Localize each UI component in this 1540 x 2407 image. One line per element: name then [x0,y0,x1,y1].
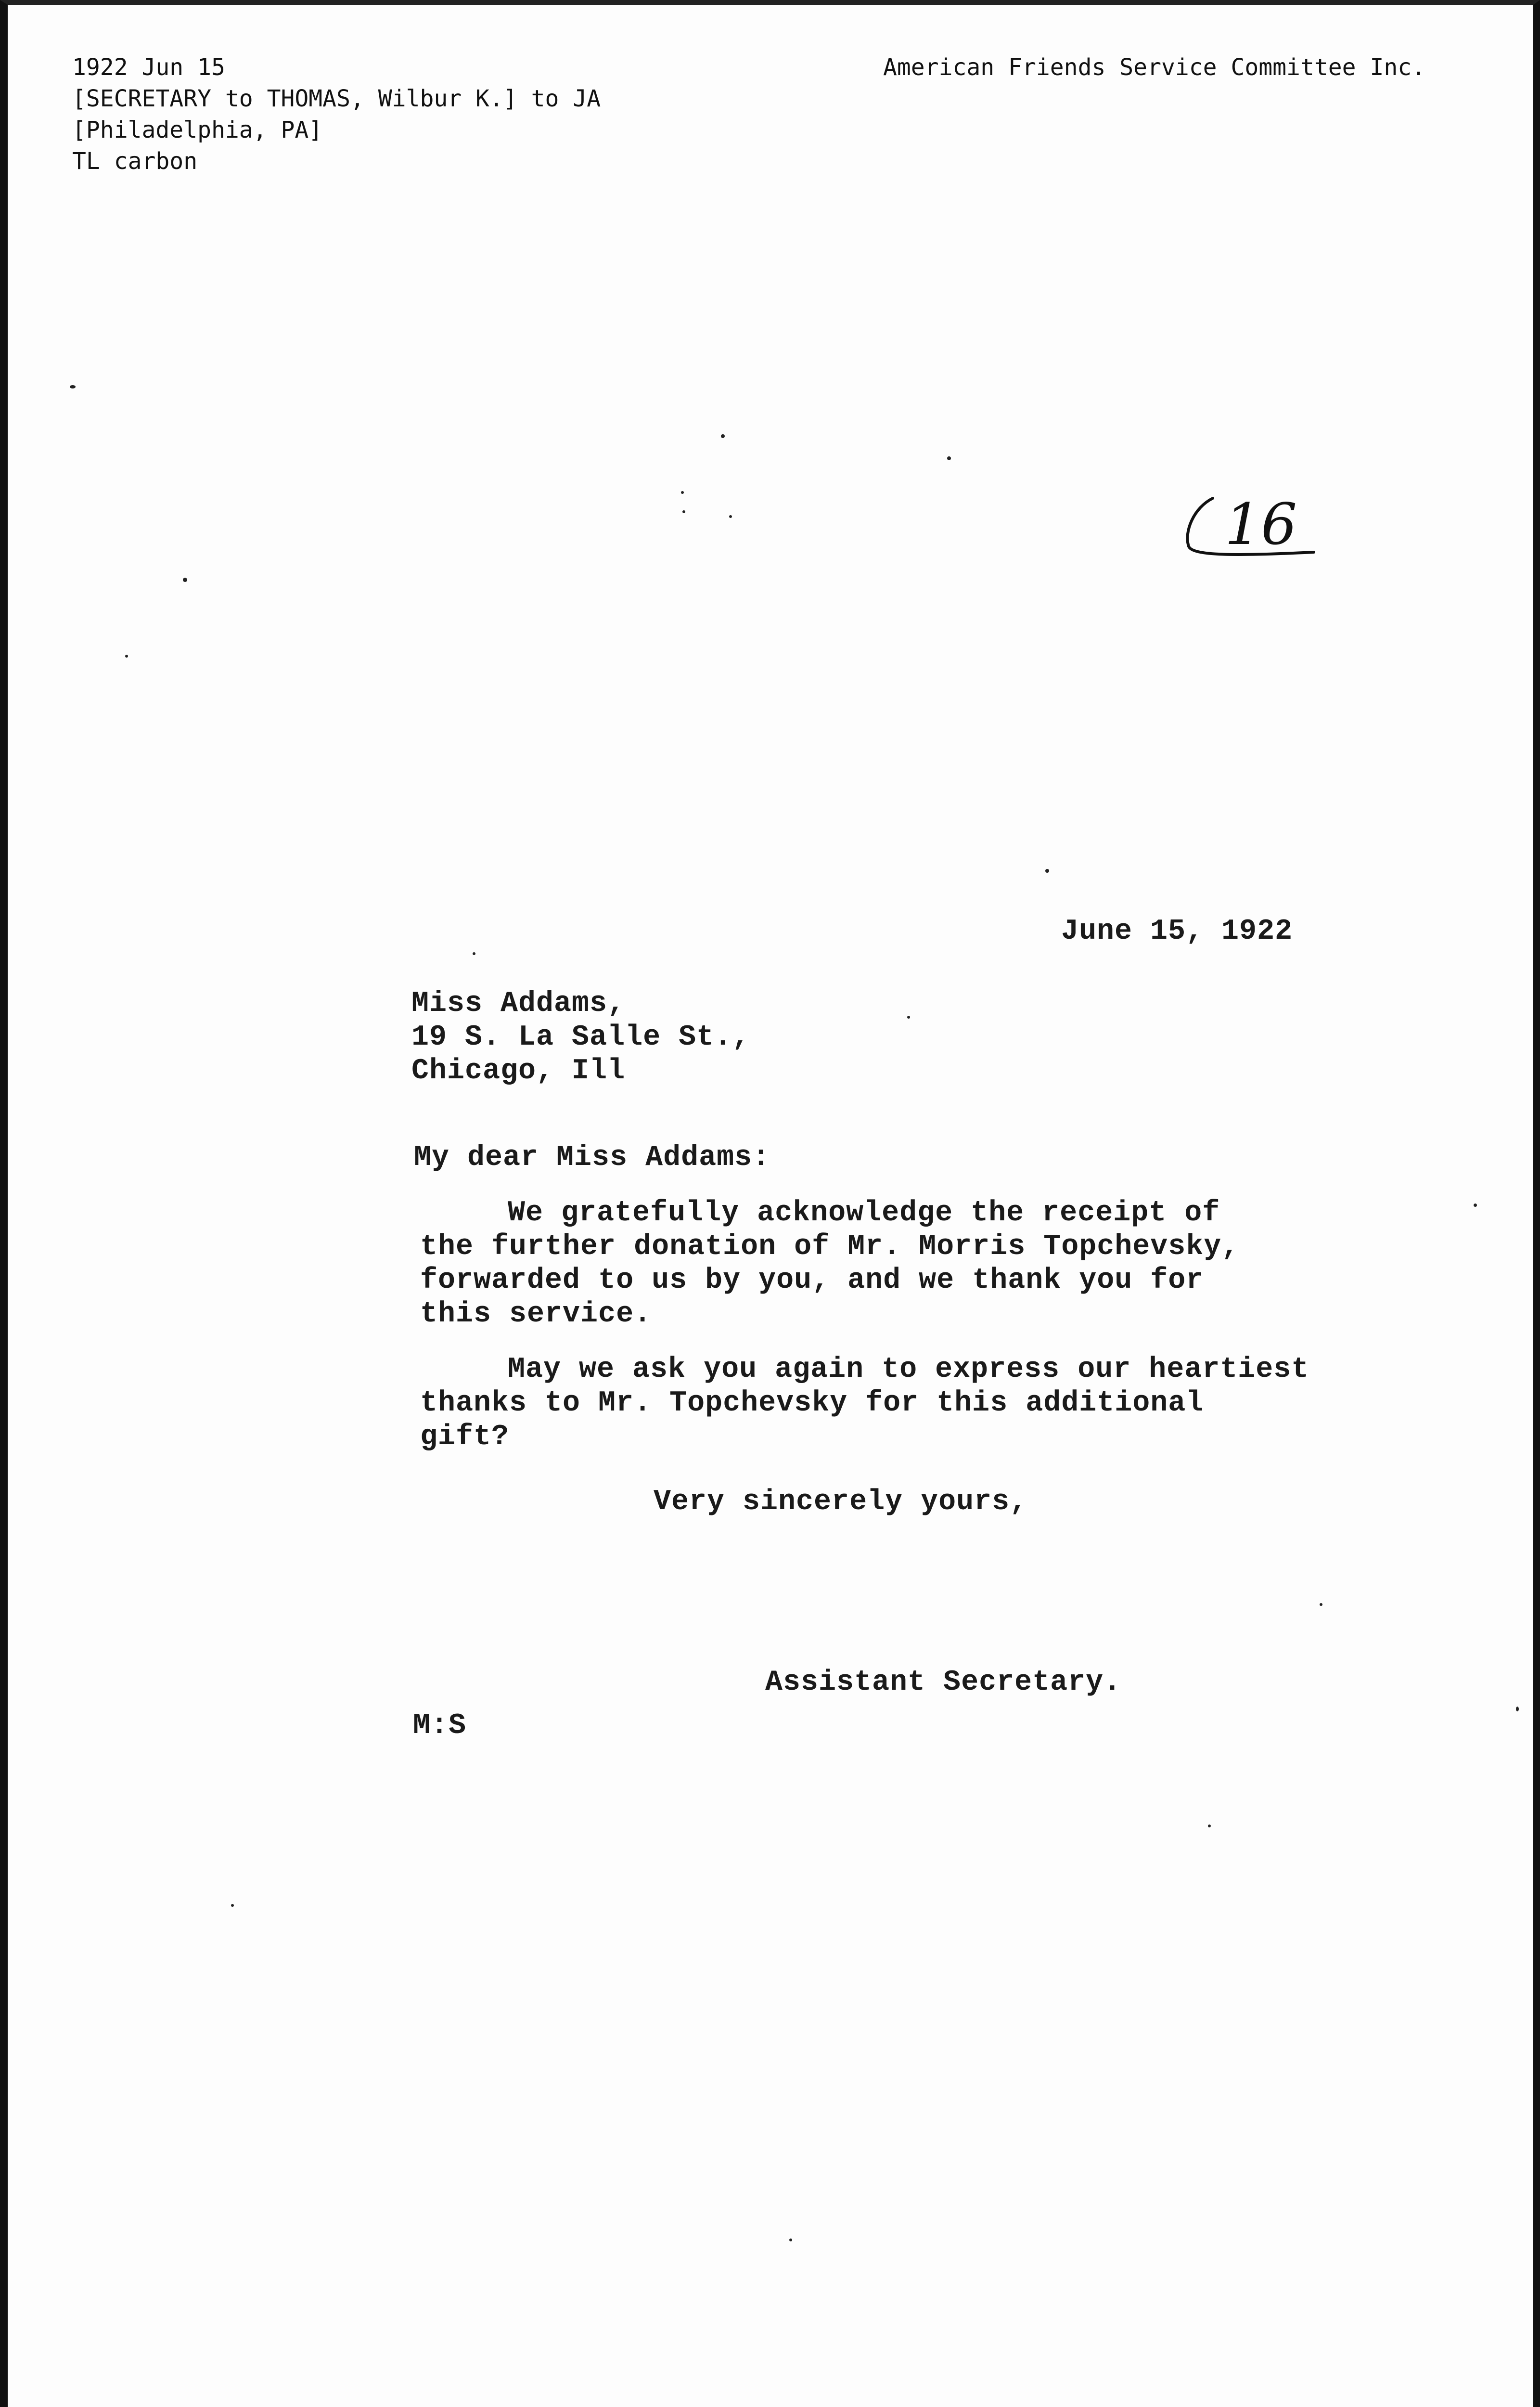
dust-speck [473,952,475,955]
page-number-text: 16 [1225,491,1297,557]
typist-initials: M:S [413,1709,467,1742]
dust-speck [907,1016,910,1019]
dust-speck [231,1904,234,1907]
dust-speck [183,578,187,582]
dust-speck [721,434,725,438]
dust-speck [729,515,732,518]
letter-date: June 15, 1922 [1061,915,1293,948]
handwritten-page-number [1179,489,1323,566]
dust-speck [789,2239,792,2241]
header-doc-type: TL carbon [72,148,198,175]
dust-speck [125,655,128,658]
archival-header [72,52,601,177]
dust-speck [947,456,951,460]
header-correspondents: [SECRETARY to THOMAS, Wilbur K.] to JA [72,85,601,112]
dust-speck [70,385,76,388]
address-line: 19 S. La Salle St., [411,1021,750,1054]
paragraph1-line: the further donation of Mr. Morris Topchevsky, [420,1230,1240,1263]
header-organization: American Friends Service Committee Inc. [883,54,1426,81]
signature-title: Assistant Secretary. [765,1666,1122,1699]
header-date: 1922 Jun 15 [72,54,225,81]
dust-speck [1208,1825,1211,1827]
dust-speck [1474,1204,1477,1207]
paragraph1-line: forwarded to us by you, and we thank you for [420,1264,1204,1297]
paragraph1-line: We gratefully acknowledge the receipt of [508,1197,1220,1229]
dust-speck [681,491,684,494]
closing: Very sincerely yours, [654,1486,1028,1518]
paragraph1-line: this service. [420,1298,652,1331]
address-line: Chicago, Ill [411,1055,626,1087]
dust-speck [1516,1707,1519,1711]
header-place: [Philadelphia, PA] [72,116,323,143]
dust-speck [1320,1603,1322,1606]
dust-speck [682,510,685,513]
salutation: My dear Miss Addams: [414,1141,770,1174]
paragraph2-line: thanks to Mr. Topchevsky for this additional [420,1387,1204,1420]
paragraph2-line: May we ask you again to express our heartiest [508,1353,1309,1386]
paragraph2-line: gift? [420,1421,510,1453]
dust-speck [1045,869,1049,873]
address-line: Miss Addams, [411,987,626,1020]
